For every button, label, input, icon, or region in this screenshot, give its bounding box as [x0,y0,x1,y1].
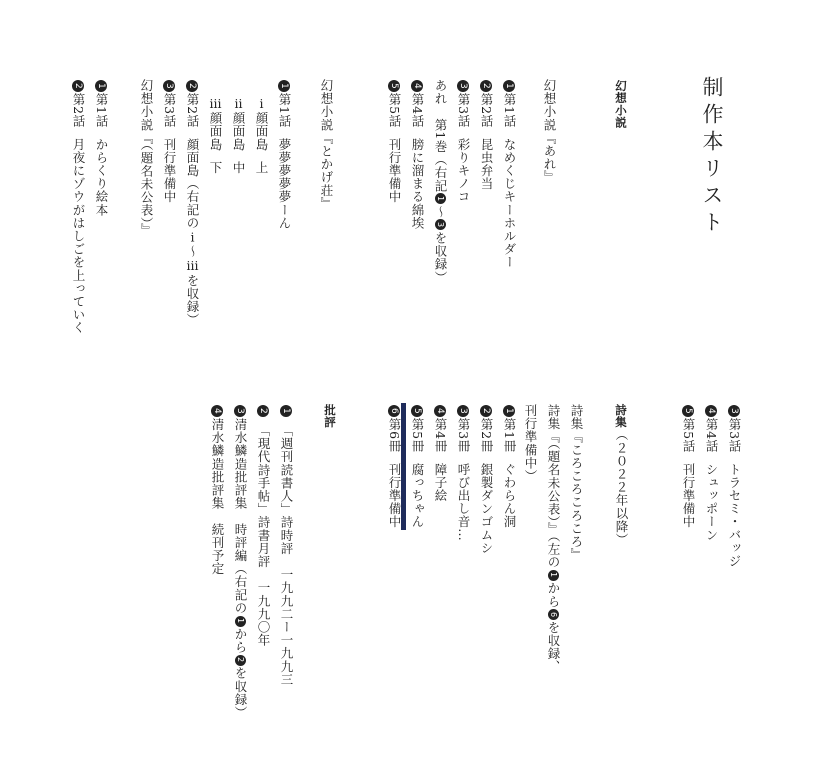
episode-number: 第1話 [94,93,109,128]
list-item [277,404,295,686]
part-number: ⅱ顔面島 [231,96,246,151]
list-item [702,404,720,541]
criticism-title: 清水鱗造批評集 時評編（右記の [233,418,248,615]
episode-number: 第1話 [277,93,292,128]
list-item [500,79,518,269]
episode-title: なめくじキーホルダー [502,137,517,269]
episode-number: 第3話 [162,93,177,128]
list-item [92,79,110,216]
list-item [454,404,472,541]
list-item [679,404,697,528]
episode-title: 月夜にゾウがはしごを上っていく [71,137,86,335]
number-badge: 2 [480,405,492,417]
series-title-tokage: 幻想小説『とかげ荘』 [319,79,334,210]
episode-number: 第2話 [479,93,494,128]
volume-title: ぐわらん洞 [502,462,517,529]
episode-title: トラセミ・バッジ [727,462,742,568]
part-label: 中 [231,160,246,175]
volume-title: 銀製ダンゴムシ [479,462,494,555]
number-badge: 5 [682,405,694,417]
number-badge: 3 [457,80,469,92]
part-label: 上 [254,160,269,175]
number-badge: 4 [434,405,446,417]
series-title-unnamed: 幻想小説『（題名未公表）』 [139,79,154,237]
number-badge: 1 [503,405,515,417]
number-badge: 2 [235,655,246,666]
episode-number: 第2話 [71,93,86,128]
volume-number: 第5冊 [410,418,425,453]
list-item [454,79,472,203]
episode-title: からくり絵本 [94,137,109,217]
number-badge: 1 [95,80,107,92]
number-badge: 3 [234,405,246,417]
volume-number: 第3冊 [456,418,471,453]
series-title-note: を収録、 [546,620,561,674]
series-title-are: 幻想小説『あれ』 [542,79,557,184]
list-item [229,96,247,174]
number-badge: 3 [457,405,469,417]
volume-number: 第2冊 [479,418,494,453]
series-title-poetry-2 [544,404,562,673]
episode-title: シュッポーン [704,462,719,542]
section-heading-label: 詩集 [614,404,628,429]
volume-line [431,79,449,284]
volume-number: 第1冊 [502,418,517,453]
episode-title: 昆虫弁当 [479,137,494,191]
volume-title: 腐っちゃん [410,462,425,529]
list-item [408,79,426,229]
list-item [69,79,87,334]
part-number: ⅲ顔面島 [208,96,223,151]
criticism-title: 「週刊読書人」詩時評 一九九二ー一九九三 [279,424,294,686]
episode-title: 膀に溜まる綿埃 [410,137,425,230]
episode-title: 刊行準備中 [681,462,696,529]
range-tilde: ～ [433,205,448,219]
episode-number: 第1話 [502,93,517,128]
list-item [385,404,403,528]
volume-text: あれ 第1巻（右記 [433,79,448,193]
range-text: から [233,627,248,654]
number-badge: 2 [186,80,198,92]
section-heading-poetry [612,404,630,546]
series-title-poetry-2-cont: 刊行準備中） [523,404,538,483]
number-badge: 6 [388,405,400,417]
number-badge: 2 [72,80,84,92]
episode-number: 第4話 [410,93,425,128]
list-item [408,404,426,528]
list-item [183,79,201,326]
list-item [231,404,249,719]
episode-title: 刊行準備中 [162,137,177,204]
list-item [252,96,270,174]
episode-number: 第3話 [456,93,471,128]
number-badge: 1 [435,193,446,204]
number-badge: 1 [278,80,290,92]
episode-title: 顔面島（右記のⅰ～ⅲを収録） [185,137,200,327]
criticism-title: 「現代詩手帖」詩書月評 一九九〇年 [256,424,271,647]
page-title: 制作本リスト [700,76,724,238]
episode-number: 第5話 [681,418,696,453]
number-badge: 3 [163,80,175,92]
volume-number: 第6冊 [387,418,402,453]
range-text: から [546,581,561,608]
criticism-note: を収録） [233,666,248,720]
episode-title: 夢夢夢夢夢ーん [277,137,292,230]
list-item [431,404,449,502]
series-title-text: 詩集『（題名未公表）』（左の [546,404,561,569]
episode-title: 彩りキノコ [456,137,471,204]
number-badge: 4 [705,405,717,417]
section-heading-fantasy: 幻想小説 [614,80,628,129]
list-item [208,404,226,575]
volume-number: 第4冊 [433,418,448,453]
volume-note: を収録） [433,231,448,284]
number-badge: 4 [411,80,423,92]
list-item [725,404,743,568]
series-title-poetry-1: 詩集『ころころころころ』 [569,404,584,562]
number-badge: 4 [211,405,223,417]
list-item [275,79,293,229]
part-number: ⅰ顔面島 [254,96,269,151]
number-badge: 6 [548,609,559,620]
number-badge: 1 [280,405,292,417]
section-heading-note: （２０２２年以降） [614,428,629,547]
list-item [477,404,495,554]
number-badge: 1 [548,570,559,581]
volume-title: 刊行準備中 [387,462,402,529]
number-badge: 1 [503,80,515,92]
number-badge: 5 [411,405,423,417]
list-item [500,404,518,528]
list-item [206,96,224,174]
criticism-title: 清水鱗造批評集 続刊予定 [210,418,225,576]
episode-title: 刊行準備中 [387,137,402,204]
number-badge: 2 [480,80,492,92]
number-badge: 5 [388,80,400,92]
episode-number: 第3話 [727,418,742,453]
section-heading-criticism: 批評 [323,404,337,429]
number-badge: 2 [257,405,269,417]
volume-title: 呼び出し音… [456,462,471,542]
episode-number: 第5話 [387,93,402,128]
number-badge: 3 [435,219,446,230]
episode-number: 第2話 [185,93,200,128]
number-badge: 3 [728,405,740,417]
list-item [160,79,178,203]
list-item [385,79,403,203]
list-item [254,404,272,647]
volume-title: 障子絵 [433,462,448,503]
number-badge: 1 [235,616,246,627]
episode-number: 第4話 [704,418,719,453]
list-item [477,79,495,190]
part-label: 下 [208,160,223,175]
